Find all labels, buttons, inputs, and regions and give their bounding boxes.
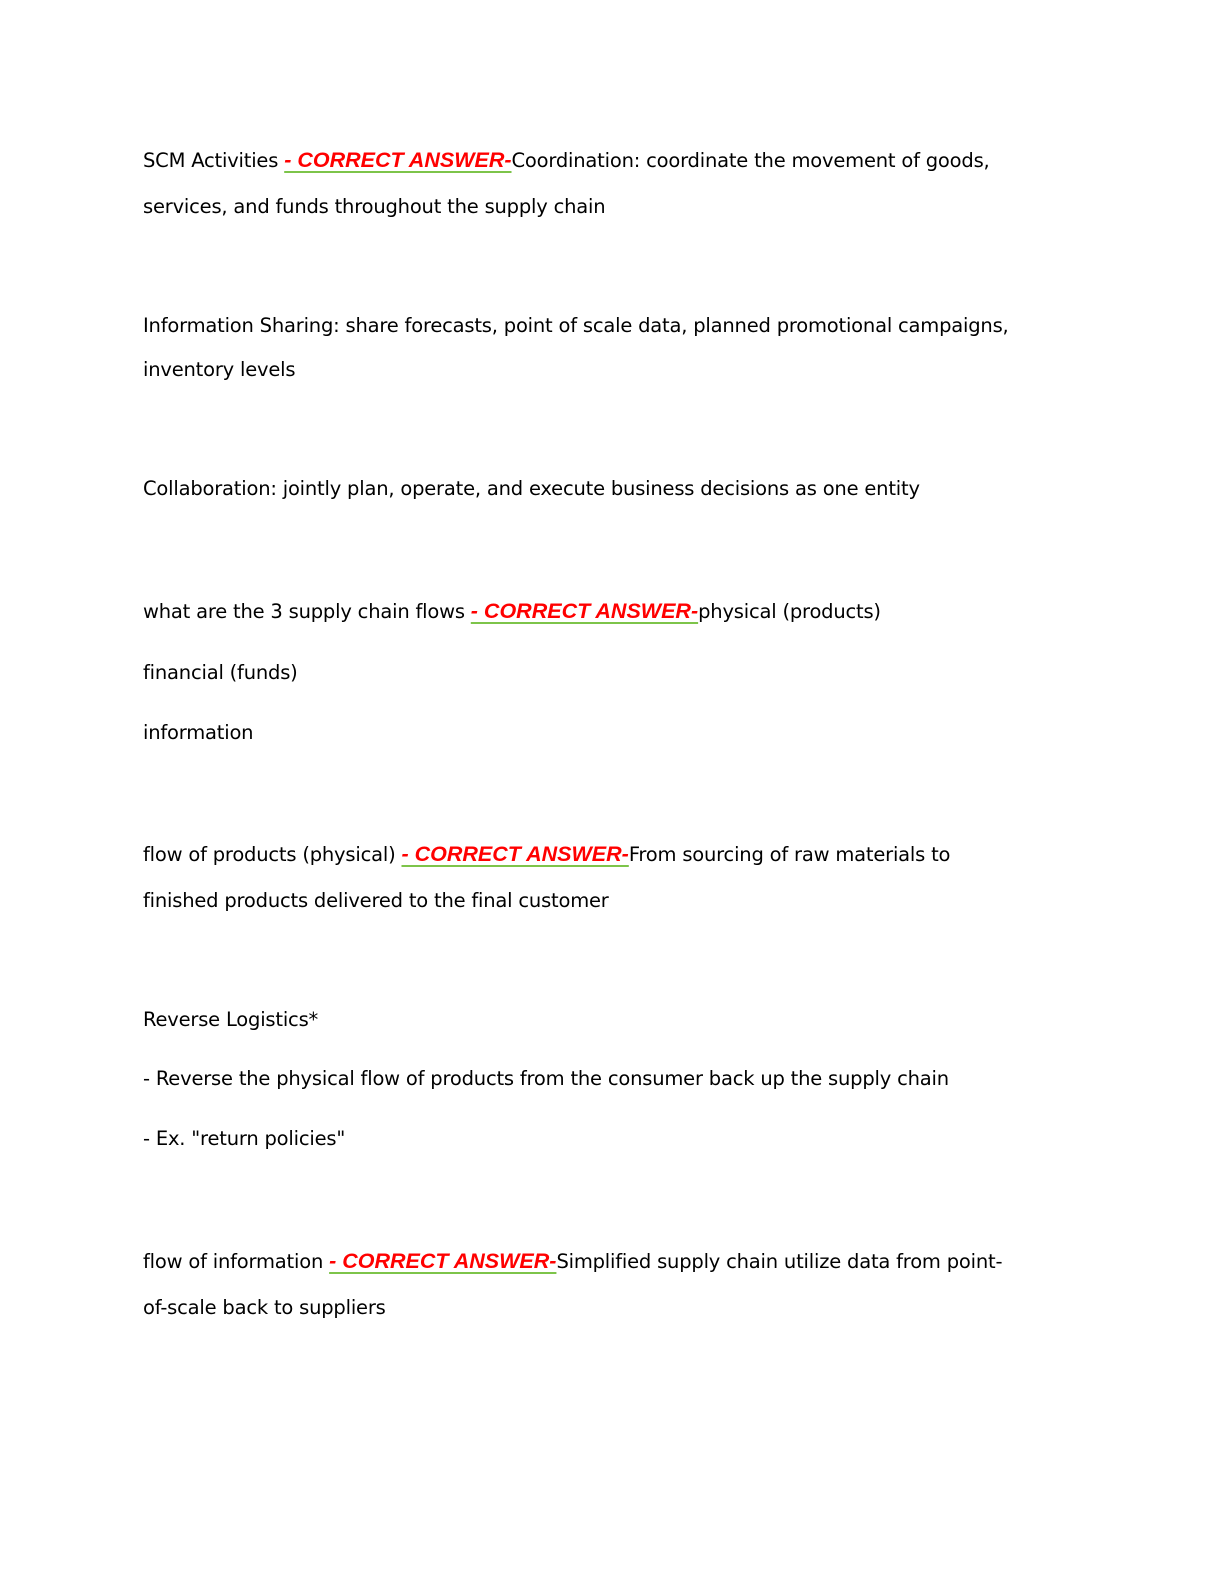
scm-answer-line-2: services, and funds throughout the supply chain	[143, 195, 606, 218]
scm-question-line	[143, 147, 990, 174]
products-question-line	[143, 841, 950, 868]
information-question-line	[143, 1248, 1002, 1275]
reverse-line-1: - Reverse the physical flow of products from the consumer back up the supply chain	[143, 1067, 949, 1090]
scm-info-line-2: inventory levels	[143, 358, 296, 381]
flows-answer-line-2: financial (funds)	[143, 661, 298, 684]
reverse-title: Reverse Logistics*	[143, 1008, 319, 1031]
flows-answer-line-3: information	[143, 721, 254, 744]
products-answer-line-2: finished products delivered to the final customer	[143, 889, 609, 912]
information-question: flow of information	[143, 1250, 330, 1273]
correct-answer-tag: - CORRECT ANSWER-	[329, 1249, 557, 1273]
flows-question: what are the 3 supply chain flows	[143, 600, 471, 623]
correct-answer-tag: - CORRECT ANSWER-	[470, 599, 699, 623]
flows-question-line	[143, 598, 881, 625]
scm-question: SCM Activities	[143, 149, 285, 172]
correct-answer-tag: - CORRECT ANSWER-	[401, 842, 629, 866]
flows-answer: physical (products)	[698, 600, 881, 623]
reverse-line-2: - Ex. "return policies"	[143, 1127, 346, 1150]
information-answer: Simplified supply chain utilize data from point-	[556, 1250, 1003, 1273]
scm-collab-line: Collaboration: jointly plan, operate, and execute business decisions as one entity	[143, 477, 920, 500]
information-answer-line-2: of-scale back to suppliers	[143, 1296, 386, 1319]
products-answer: From sourcing of raw materials to	[628, 843, 951, 866]
scm-info-line-1: Information Sharing: share forecasts, point of scale data, planned promotional campaigns,	[143, 314, 1009, 337]
products-question: flow of products (physical)	[143, 843, 402, 866]
scm-answer: Coordination: coordinate the movement of goods,	[511, 149, 990, 172]
correct-answer-tag: - CORRECT ANSWER-	[284, 148, 512, 172]
